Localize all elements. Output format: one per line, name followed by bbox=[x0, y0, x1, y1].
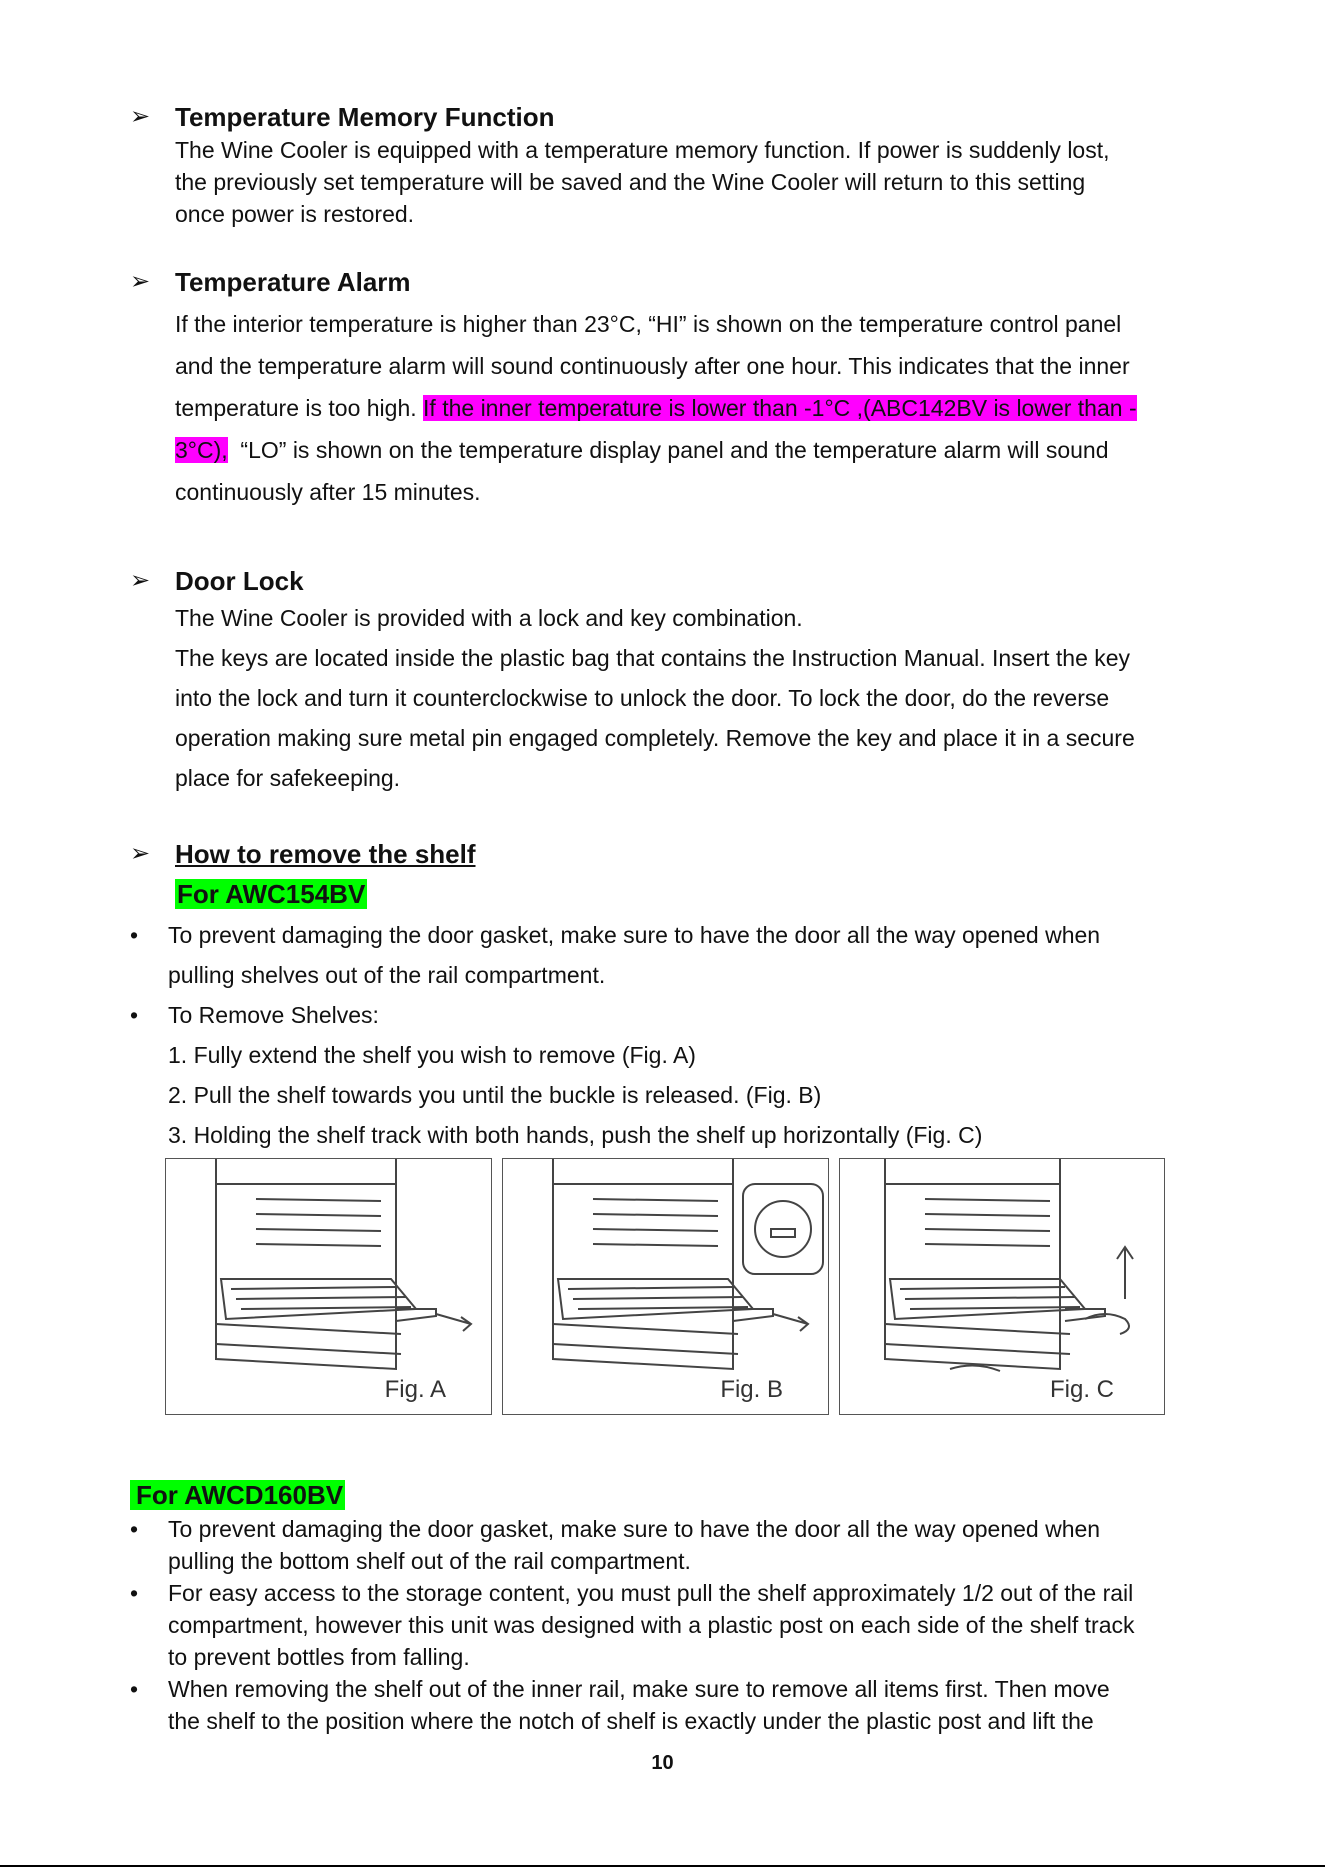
section-door-lock bbox=[130, 564, 1210, 798]
model-label: For AWC154BV bbox=[177, 879, 366, 909]
bullet-dot-icon: • bbox=[130, 1676, 139, 1702]
body-line: once power is restored. bbox=[175, 201, 415, 227]
body-line: place for safekeeping. bbox=[175, 765, 401, 791]
body-line: continuously after 15 minutes. bbox=[175, 479, 481, 505]
figure-label: Fig. C bbox=[1049, 1376, 1114, 1403]
body-line: The keys are located inside the plastic bag that contains the Instruction Manual. Insert the key bbox=[175, 645, 1131, 671]
arrowhead-bullet-icon: ➢ bbox=[130, 840, 151, 867]
figure-row bbox=[165, 1158, 1165, 1415]
bullet-dot-icon: • bbox=[130, 1002, 139, 1028]
step-item: 3. Holding the shelf track with both hands, push the shelf up horizontally (Fig. C) bbox=[168, 1122, 983, 1148]
section-body bbox=[130, 303, 1210, 513]
body-line: The Wine Cooler is provided with a lock and key combination. bbox=[175, 605, 803, 631]
section-heading bbox=[130, 837, 1210, 871]
list-item: • To Remove Shelves: bbox=[130, 995, 1210, 1035]
step-item: 2. Pull the shelf towards you until the buckle is released. (Fig. B) bbox=[168, 1082, 822, 1108]
step-list bbox=[130, 1035, 1210, 1155]
body-line: 3°C), “LO” is shown on the temperature display panel and the temperature alarm will sound bbox=[175, 437, 1109, 463]
body-line: If the interior temperature is higher than 23°C, “HI” is shown on the temperature control panel bbox=[175, 311, 1122, 337]
bullet-dot-icon: • bbox=[130, 1516, 139, 1542]
figure-label: Fig. A bbox=[384, 1376, 446, 1403]
list-item: • When removing the shelf out of the inner rail, make sure to remove all items first. Then move the shelf to the position where the notch of shelf is exactly under the plastic post and lift the bbox=[130, 1673, 1210, 1737]
section-heading bbox=[130, 564, 1210, 598]
figure-label: Fig. B bbox=[720, 1376, 783, 1403]
page-divider bbox=[0, 1865, 1325, 1867]
heading-text: Door Lock bbox=[175, 566, 304, 596]
heading-text: How to remove the shelf bbox=[175, 839, 476, 869]
section-remove-shelf bbox=[130, 837, 1210, 916]
arrowhead-bullet-icon: ➢ bbox=[130, 268, 151, 295]
shelf-illustration-icon bbox=[840, 1159, 1164, 1414]
body-line: and the temperature alarm will sound continuously after one hour. This indicates that the inner bbox=[175, 353, 1130, 379]
arrowhead-bullet-icon: ➢ bbox=[130, 103, 151, 130]
model-label: For AWCD160BV bbox=[130, 1480, 345, 1510]
body-line: the previously set temperature will be saved and the Wine Cooler will return to this setting bbox=[175, 169, 1086, 195]
list-item: • For easy access to the storage content, you must pull the shelf approximately 1/2 out of the rail compartment, however this unit was designed with a plastic post on each side of the shelf track to prevent bottles from falling. bbox=[130, 1577, 1210, 1673]
heading-text: Temperature Alarm bbox=[175, 267, 411, 297]
bullet-dot-icon: • bbox=[130, 922, 139, 948]
body-line: The Wine Cooler is equipped with a temperature memory function. If power is suddenly lost, bbox=[175, 137, 1110, 163]
list-item: • To prevent damaging the door gasket, make sure to have the door all the way opened when pulling shelves out of the rail compartment. bbox=[130, 915, 1210, 995]
bullet-dot-icon: • bbox=[130, 1580, 139, 1606]
heading-text: Temperature Memory Function bbox=[175, 102, 555, 132]
model2-block bbox=[130, 1478, 345, 1517]
body-line: temperature is too high. If the inner temperature is lower than -1°C ,(ABC142BV is lower than - bbox=[175, 395, 1137, 421]
figure-c bbox=[839, 1158, 1165, 1415]
page-number: 10 bbox=[651, 1752, 674, 1774]
highlighted-text: 3°C), bbox=[175, 437, 228, 463]
figure-b bbox=[502, 1158, 829, 1415]
figure-a bbox=[165, 1158, 492, 1415]
shelf-instructions-list bbox=[130, 915, 1210, 1155]
step-item: 1. Fully extend the shelf you wish to remove (Fig. A) bbox=[168, 1042, 696, 1068]
awcd-instructions-list bbox=[130, 1513, 1210, 1737]
highlighted-text: If the inner temperature is lower than -1°C ,(ABC142BV is lower than - bbox=[423, 395, 1137, 421]
section-body bbox=[130, 598, 1210, 798]
body-line: operation making sure metal pin engaged completely. Remove the key and place it in a secure bbox=[175, 725, 1135, 751]
list-item: • To prevent damaging the door gasket, make sure to have the door all the way opened when pulling the bottom shelf out of the rail compartment. bbox=[130, 1513, 1210, 1577]
body-line: into the lock and turn it counterclockwise to unlock the door. To lock the door, do the reverse bbox=[175, 685, 1110, 711]
section-memory bbox=[130, 100, 1210, 230]
arrowhead-bullet-icon: ➢ bbox=[130, 567, 151, 594]
section-heading bbox=[130, 265, 1210, 299]
section-body bbox=[130, 134, 1210, 230]
section-heading bbox=[130, 100, 1210, 134]
section-alarm bbox=[130, 265, 1210, 513]
